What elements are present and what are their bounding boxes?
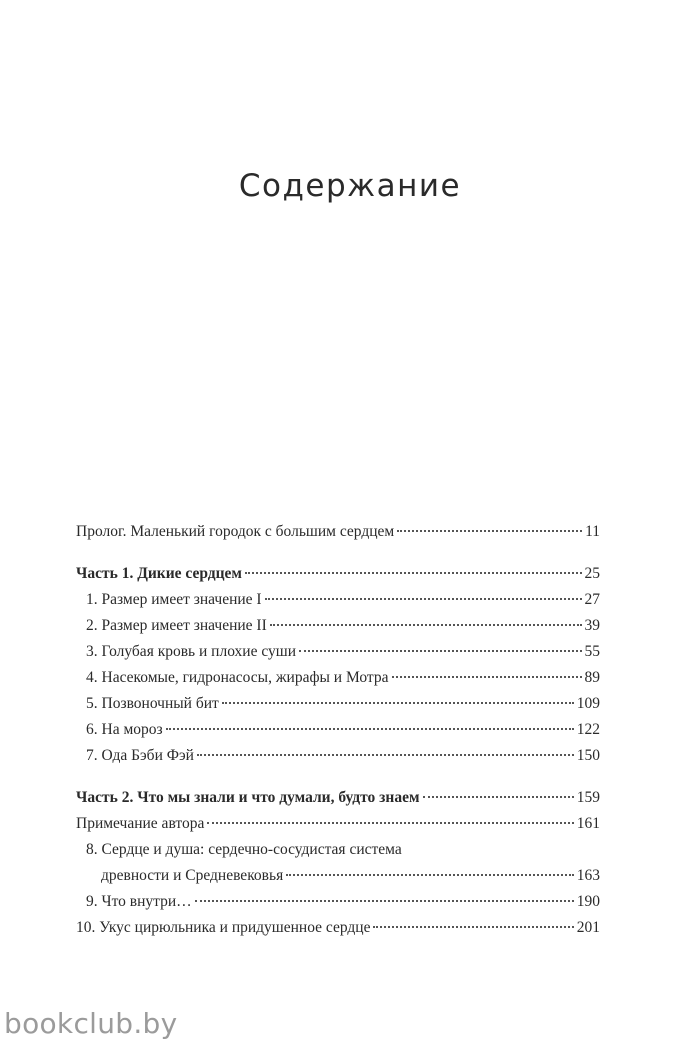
section-gap [76, 769, 600, 785]
dot-leader [245, 572, 582, 574]
toc-page-number: 161 [576, 815, 600, 832]
toc-entry-part-1[interactable] [76, 561, 600, 587]
toc-entry-label: Пролог. Маленький городок с большим сердцем [76, 523, 395, 540]
dot-leader [270, 624, 582, 626]
site-watermark: bookclub.by [4, 1007, 178, 1040]
toc-page-number: 122 [576, 721, 600, 738]
toc-page-number: 11 [585, 523, 600, 540]
section-gap [76, 545, 600, 561]
toc-page-number: 55 [584, 643, 600, 660]
toc-entry-chapter-8[interactable] [76, 837, 600, 889]
dot-leader [265, 598, 582, 600]
toc-entry-chapter-7[interactable] [76, 743, 600, 769]
toc-page-number: 39 [584, 617, 600, 634]
dot-leader [197, 754, 574, 756]
toc-entry-label: Примечание автора [76, 815, 205, 832]
toc-entry-label: 9. Что внутри… [86, 893, 192, 910]
dot-leader [423, 796, 574, 798]
dot-leader [286, 874, 574, 876]
toc-entry-chapter-3[interactable] [76, 639, 600, 665]
toc-entry-prologue[interactable] [76, 519, 600, 545]
toc-entry-chapter-1[interactable] [76, 587, 600, 613]
toc-entry-part-2[interactable] [76, 785, 600, 811]
dot-leader [392, 676, 582, 678]
toc-entry-chapter-10[interactable] [76, 915, 600, 941]
toc-entry-label: 1. Размер имеет значение I [86, 591, 262, 608]
toc-page-number: 201 [576, 919, 600, 936]
toc-entry-label: 5. Позвоночный бит [86, 695, 219, 712]
toc-entry-chapter-5[interactable] [76, 691, 600, 717]
toc-page-number: 163 [576, 867, 600, 884]
dot-leader [222, 702, 574, 704]
toc-entry-label: 10. Укус цирюльника и придушенное сердце [76, 919, 371, 936]
toc-page-number: 109 [576, 695, 600, 712]
toc-page-number: 190 [576, 893, 600, 910]
dot-leader [397, 530, 582, 532]
toc-entry-label: 7. Ода Бэби Фэй [86, 747, 194, 764]
toc-entry-chapter-9[interactable] [76, 889, 600, 915]
toc-entry-label: 3. Голубая кровь и плохие суши [86, 643, 297, 660]
dot-leader [373, 926, 573, 928]
page-title: Содержание [238, 168, 462, 204]
toc-entry-chapter-2[interactable] [76, 613, 600, 639]
toc-entry-label: 4. Насекомые, гидронасосы, жирафы и Мотра [86, 669, 389, 686]
toc-entry-chapter-6[interactable] [76, 717, 600, 743]
toc-entry-label-line-1: 8. Сердце и душа: сердечно-сосудистая система [86, 841, 402, 858]
toc-page-number: 25 [584, 565, 600, 582]
table-of-contents [76, 519, 600, 941]
toc-entry-chapter-4[interactable] [76, 665, 600, 691]
toc-entry-label: 6. На мороз [86, 721, 163, 738]
toc-page-number: 89 [584, 669, 600, 686]
toc-part-label: Часть 1. Дикие сердцем [76, 565, 242, 582]
toc-page-number: 150 [576, 747, 600, 764]
toc-page-number: 159 [576, 789, 600, 806]
toc-part-label: Часть 2. Что мы знали и что думали, будто знаем [76, 789, 420, 806]
toc-page-number: 27 [584, 591, 600, 608]
dot-leader [166, 728, 574, 730]
toc-entry-authors-note[interactable] [76, 811, 600, 837]
dot-leader [195, 900, 574, 902]
toc-entry-label-line-2: древности и Средневековья [101, 867, 284, 884]
dot-leader [299, 650, 581, 652]
toc-entry-label: 2. Размер имеет значение II [86, 617, 267, 634]
toc-entry-continuation [86, 863, 600, 889]
dot-leader [207, 822, 573, 824]
